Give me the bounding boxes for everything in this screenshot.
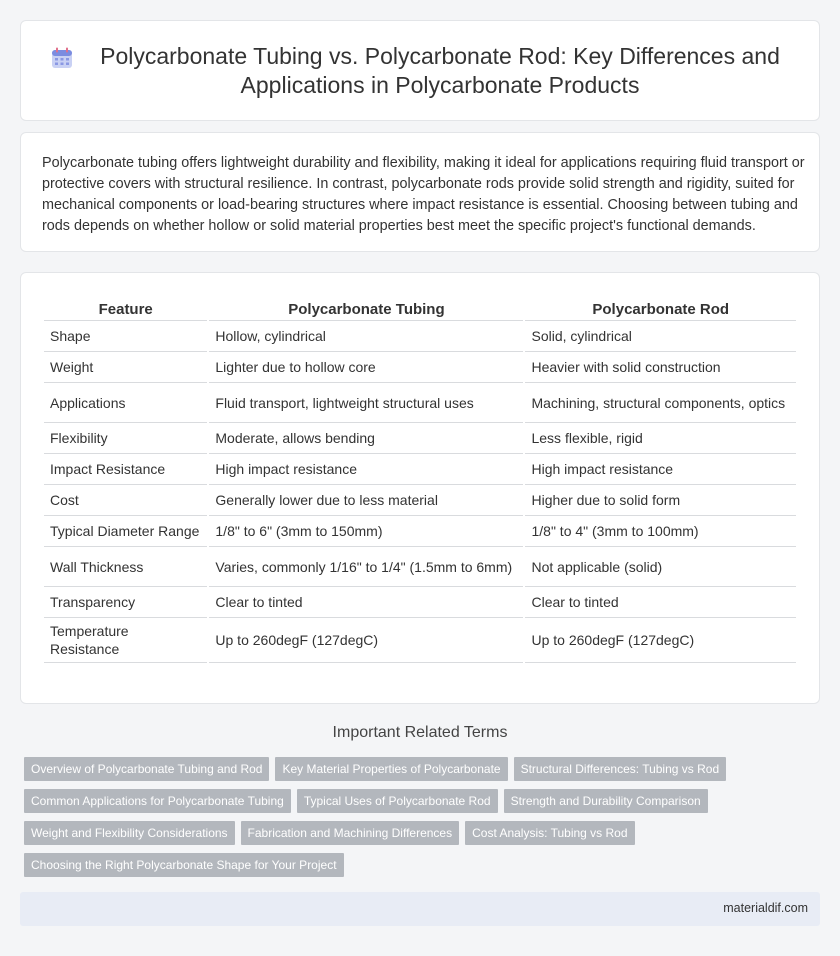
related-term-tag[interactable]: Choosing the Right Polycarbonate Shape for Your Project bbox=[24, 853, 344, 877]
related-term-tag[interactable]: Overview of Polycarbonate Tubing and Rod bbox=[24, 757, 269, 781]
table-row bbox=[44, 587, 796, 618]
footer bbox=[20, 892, 820, 926]
related-term-tag[interactable]: Cost Analysis: Tubing vs Rod bbox=[465, 821, 634, 845]
table-cell: Clear to tinted bbox=[525, 587, 796, 618]
related-term-tag[interactable]: Key Material Properties of Polycarbonate bbox=[275, 757, 507, 781]
table-row bbox=[44, 516, 796, 547]
table-cell: Solid, cylindrical bbox=[525, 321, 796, 352]
table-cell: 1/8" to 4" (3mm to 100mm) bbox=[525, 516, 796, 547]
table-row bbox=[44, 352, 796, 383]
related-term-tag[interactable]: Typical Uses of Polycarbonate Rod bbox=[297, 789, 498, 813]
table-cell: Flexibility bbox=[44, 423, 207, 454]
table-cell: Not applicable (solid) bbox=[525, 547, 796, 587]
related-term-tag[interactable]: Weight and Flexibility Considerations bbox=[24, 821, 235, 845]
table-cell: Higher due to solid form bbox=[525, 485, 796, 516]
table-cell: Shape bbox=[44, 321, 207, 352]
table-cell: Typical Diameter Range bbox=[44, 516, 207, 547]
table-cell: Transparency bbox=[44, 587, 207, 618]
header-card bbox=[20, 20, 820, 121]
table-cell: Applications bbox=[44, 383, 207, 423]
intro-paragraph: Polycarbonate tubing offers lightweight durability and flexibility, making it ideal for applications requiring fluid transport or protective covers with structural resilience. In contrast, polycarbonate rods provide solid strength and rigidity, suited for mechanical components or load-bearing structures where impact resistance is essential. Choosing between tubing and rods depends on whether hollow or solid material properties best meet the specific project's functional demands. bbox=[42, 155, 805, 234]
table-cell: Lighter due to hollow core bbox=[209, 352, 523, 383]
table-row bbox=[44, 423, 796, 454]
related-term-tag[interactable]: Common Applications for Polycarbonate Tubing bbox=[24, 789, 291, 813]
page-title: Polycarbonate Tubing vs. Polycarbonate Rod: Key Differences and Applications in Polycarbonate Products bbox=[100, 42, 780, 98]
table-cell: Up to 260degF (127degC) bbox=[525, 618, 796, 663]
table-cell: Generally lower due to less material bbox=[209, 485, 523, 516]
table-cell: Moderate, allows bending bbox=[209, 423, 523, 454]
table-cell: High impact resistance bbox=[525, 454, 796, 485]
table-cell: Wall Thickness bbox=[44, 547, 207, 587]
comparison-table bbox=[42, 295, 798, 663]
header-feature: Feature bbox=[44, 295, 207, 321]
table-cell: Up to 260degF (127degC) bbox=[209, 618, 523, 663]
related-term-tag[interactable]: Structural Differences: Tubing vs Rod bbox=[514, 757, 727, 781]
intro-card bbox=[20, 132, 820, 252]
table-row bbox=[44, 485, 796, 516]
table-cell: 1/8" to 6" (3mm to 150mm) bbox=[209, 516, 523, 547]
table-cell: Clear to tinted bbox=[209, 587, 523, 618]
table-cell: High impact resistance bbox=[209, 454, 523, 485]
table-row bbox=[44, 454, 796, 485]
header-tubing: Polycarbonate Tubing bbox=[209, 295, 523, 321]
table-row bbox=[44, 547, 796, 587]
table-row bbox=[44, 383, 796, 423]
table-cell: Fluid transport, lightweight structural uses bbox=[209, 383, 523, 423]
table-header-row bbox=[44, 295, 796, 321]
related-term-tag[interactable]: Strength and Durability Comparison bbox=[504, 789, 708, 813]
table-cell: Weight bbox=[44, 352, 207, 383]
related-terms-list bbox=[24, 757, 824, 885]
table-cell: Less flexible, rigid bbox=[525, 423, 796, 454]
table-row bbox=[44, 618, 796, 663]
table-cell: Machining, structural components, optics bbox=[525, 383, 796, 423]
footer-site-link[interactable]: materialdif.com bbox=[723, 901, 808, 915]
table-cell: Hollow, cylindrical bbox=[209, 321, 523, 352]
table-row bbox=[44, 321, 796, 352]
table-cell: Cost bbox=[44, 485, 207, 516]
table-cell: Varies, commonly 1/16" to 1/4" (1.5mm to 6mm) bbox=[209, 547, 523, 587]
related-term-tag[interactable]: Fabrication and Machining Differences bbox=[241, 821, 460, 845]
header-rod: Polycarbonate Rod bbox=[525, 295, 796, 321]
related-terms-heading: Important Related Terms bbox=[332, 724, 508, 741]
table-cell: Heavier with solid construction bbox=[525, 352, 796, 383]
table-cell: Temperature Resistance bbox=[44, 618, 207, 663]
table-cell: Impact Resistance bbox=[44, 454, 207, 485]
comparison-card bbox=[20, 272, 820, 704]
